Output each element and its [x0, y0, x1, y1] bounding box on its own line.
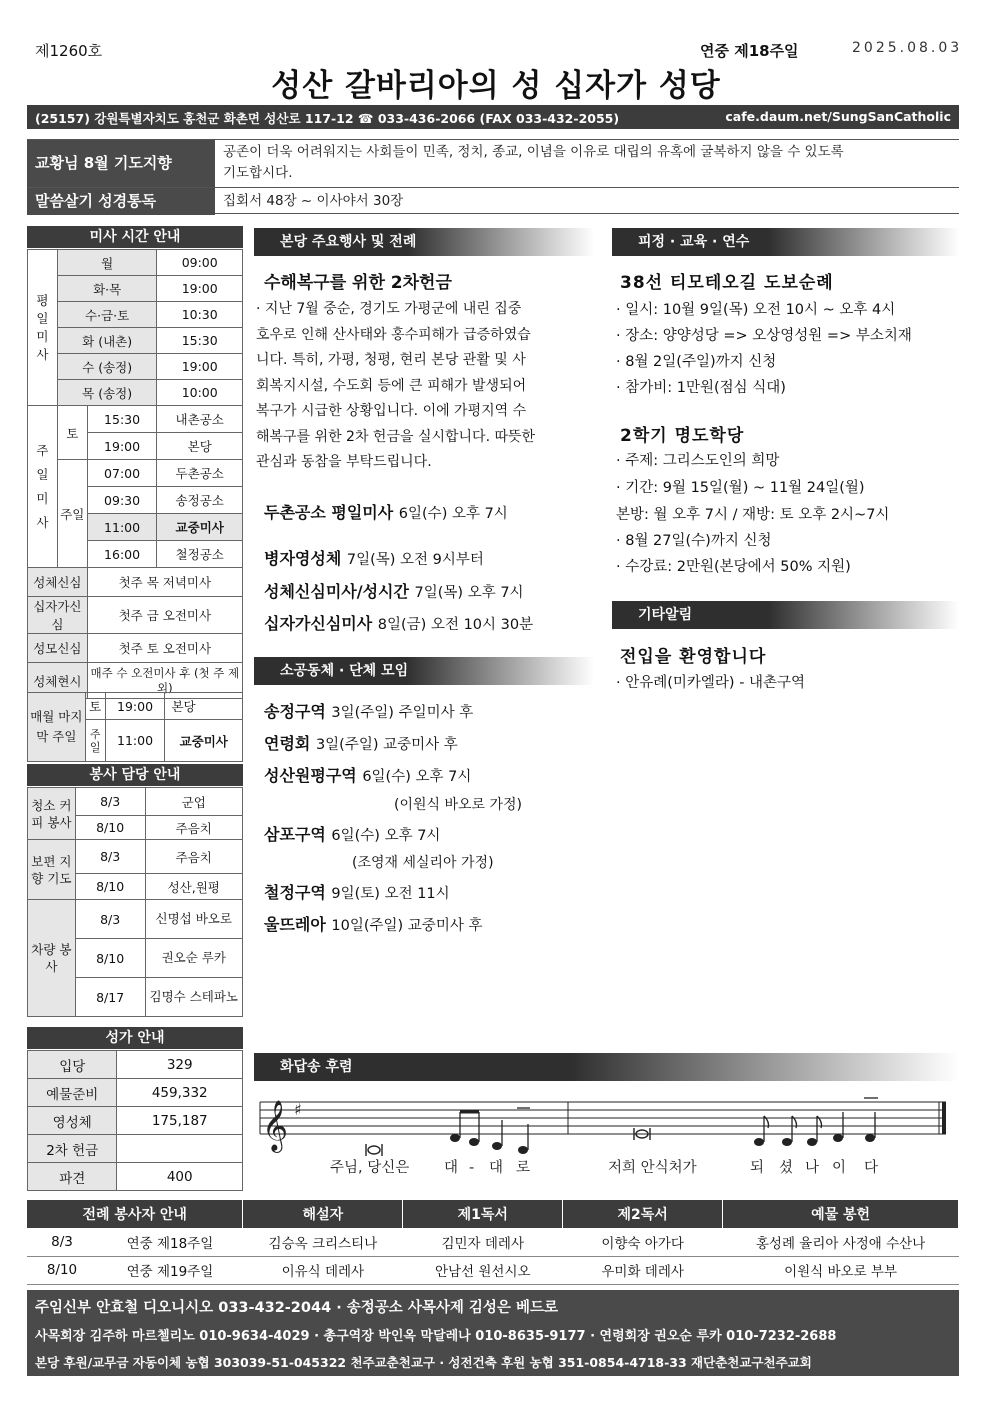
- monthly-place: 본당: [165, 693, 243, 720]
- footer: [27, 1290, 959, 1376]
- website-link[interactable]: cafe.daum.net/SungSanCatholic: [725, 109, 951, 124]
- event-item: 성체신심미사/성시간 7일(목) 오후 7시: [264, 582, 524, 601]
- retreat-detail: · 참가비: 1만원(점심 식대): [616, 380, 786, 396]
- address: (25157) 강원특별자치도 홍천군 화촌면 성산로 117-12 ☎ 033-436-2066 (FAX 033-432-2055): [35, 111, 620, 126]
- hymn-label: 영성체: [28, 1107, 117, 1135]
- lyric: -: [469, 1160, 475, 1176]
- group-host: (이원식 바오로 가정): [394, 797, 523, 813]
- group-item: 송정구역 3일(주일) 주일미사 후: [264, 702, 474, 721]
- service-person: 주음치: [145, 816, 242, 840]
- footer-pastor: 주임신부 안효철 디오니시오 033-432-2044 · 송정공소 사목사제 김성은 베드로: [35, 1300, 559, 1316]
- footer-donation: 본당 후원/교무금 자동이체 농협 303039-51-045322 천주교춘천교구 · 성전건축 후원 농협 351-0854-4718-33 재단춘천교구천주교회: [35, 1355, 812, 1370]
- hymn-number: 329: [117, 1051, 243, 1079]
- mass-day: 월: [57, 250, 157, 276]
- mass-time: 07:00: [87, 460, 157, 487]
- sunday-label: 주일: [57, 460, 87, 568]
- group-item: 삼포구역 6일(수) 오후 7시: [264, 825, 441, 844]
- mass-time: 09:00: [157, 250, 243, 276]
- mass-day: 수 (송정): [57, 354, 157, 380]
- service-person: 김명수 스테파노: [145, 978, 242, 1017]
- service-person: 성산,원평: [145, 874, 242, 900]
- service-group: 보편 지향 기도: [28, 840, 76, 900]
- hymn-label: 입당: [28, 1051, 117, 1079]
- breve-note: [366, 1144, 382, 1156]
- monthly-label: 매월 마지막 주일: [28, 693, 86, 762]
- retreat-heading-1: 38선 티모테오길 도보순례: [620, 273, 834, 293]
- retreat-detail: · 주제: 그리스도인의 희망: [616, 453, 780, 469]
- service-person: 권오순 루카: [145, 939, 242, 978]
- events-title: 본당 주요행사 및 전례: [254, 228, 594, 256]
- liturgy-header: 해설자: [243, 1200, 403, 1228]
- group-item: 연령회 3일(주일) 교중미사 후: [264, 734, 458, 753]
- retreat-detail: 본방: 월 오후 7시 / 재방: 토 오후 2시~7시: [616, 507, 890, 523]
- lyric: 셨: [779, 1160, 794, 1176]
- service-date: 8/3: [75, 840, 145, 874]
- retreat-detail: · 장소: 양양성당 => 오상영성원 => 부소치재: [616, 328, 912, 344]
- group-host: (조영재 세실리아 가정): [352, 855, 494, 871]
- hymn-number: 175,187: [117, 1107, 243, 1135]
- mass-day: 수·금·토: [57, 302, 157, 328]
- hymn-label: 2차 헌금: [28, 1135, 117, 1163]
- service-group: 청소 커피 봉사: [28, 788, 76, 840]
- lyric: 로: [516, 1160, 531, 1176]
- monthly-mass-table: [27, 692, 243, 762]
- retreat-detail: · 일시: 10월 9일(목) 오전 10시 ~ 오후 4시: [616, 302, 896, 318]
- mass-place: 두촌공소: [157, 460, 243, 487]
- retreat-heading-2: 2학기 명도학당: [620, 426, 745, 446]
- service-date: 8/10: [75, 874, 145, 900]
- service-date: 8/3: [75, 788, 145, 816]
- service-person: 신명섭 바오로: [145, 900, 242, 939]
- retreat-detail: · 기간: 9월 15일(월) ~ 11월 24일(월): [616, 480, 865, 496]
- mass-time: 19:00: [87, 433, 157, 460]
- other-detail: · 안유례(미카엘라) - 내촌구역: [616, 675, 806, 691]
- hymn-label: 파견: [28, 1163, 117, 1191]
- event-item: 십자가신심미사 8일(금) 오전 10시 30분: [264, 614, 534, 633]
- contact-bar: [27, 105, 959, 129]
- mass-day: 화 (내촌): [57, 328, 157, 354]
- lyric: 주님, 당신은: [330, 1160, 410, 1176]
- liturgy-header: 제1독서: [403, 1200, 563, 1228]
- mass-time: 15:30: [157, 328, 243, 354]
- mass-place: 철정공소: [157, 541, 243, 568]
- liturgy-header: 예물 봉헌: [723, 1200, 959, 1228]
- psalm-title: 화답송 후렴: [254, 1053, 959, 1081]
- mass-time: 10:00: [157, 380, 243, 406]
- hymn-title: 성가 안내: [27, 1027, 243, 1049]
- group-item: 철정구역 9일(토) 오전 11시: [264, 883, 450, 902]
- other-title: 기타알림: [612, 601, 959, 629]
- group-item: 성산원평구역 6일(수) 오후 7시: [264, 766, 472, 785]
- service-date: 8/3: [75, 900, 145, 939]
- psalm-score: [258, 1090, 950, 1186]
- devotion-desc: 첫주 목 저녁미사: [87, 568, 242, 597]
- service-person: 주음치: [145, 840, 242, 874]
- liturgical-week: 연중 제18주일: [700, 42, 799, 60]
- service-date: 8/10: [75, 939, 145, 978]
- lyric: 이: [832, 1160, 847, 1176]
- mass-table: [27, 249, 243, 699]
- monthly-time: 19:00: [105, 693, 165, 720]
- other-heading: 전입을 환영합니다: [620, 647, 767, 667]
- service-group: 차량 봉사: [28, 900, 76, 1017]
- intention-label: 교황님 8월 기도지향: [27, 140, 215, 187]
- intention-box: [27, 139, 959, 214]
- sharp-icon: ♯: [294, 1100, 302, 1119]
- devotion-name: 성체신심: [28, 568, 88, 597]
- devotion-desc: 매주 수 오전미사 후 (첫 주 제외): [87, 663, 242, 699]
- devotion-name: 성모신심: [28, 634, 88, 663]
- quarter-notes: [450, 1134, 528, 1154]
- mass-time: 16:00: [87, 541, 157, 568]
- hymn-number: 400: [117, 1163, 243, 1191]
- mass-time: 15:30: [87, 406, 157, 433]
- lyric: 대: [444, 1160, 459, 1176]
- event-item: 두촌공소 평일미사 6일(수) 오후 7시: [264, 503, 508, 522]
- devotion-name: 십자가신심: [28, 597, 88, 634]
- devotion-desc: 첫주 금 오전미사: [87, 597, 242, 634]
- saturday-label: 토: [57, 406, 87, 460]
- service-date: 8/10: [75, 816, 145, 840]
- devotion-desc: 첫주 토 오전미사: [87, 634, 242, 663]
- retreat-detail: · 8월 27일(수)까지 신청: [616, 533, 772, 549]
- monthly-time: 11:00: [105, 720, 165, 762]
- weekday-mass-label: 평 일 미 사: [28, 250, 58, 406]
- bible-text: 집회서 48장 ~ 이사야서 30장: [223, 193, 404, 209]
- hymn-number: [117, 1135, 243, 1163]
- page-title: 성산 갈바리아의 성 십자가 성당: [271, 68, 721, 104]
- intention-text-1: 공존이 더욱 어려워지는 사회들이 민족, 정치, 종교, 이념을 이유로 대립의 유혹에 굴복하지 않을 수 있도록: [223, 144, 844, 160]
- hymn-label: 예물준비: [28, 1079, 117, 1107]
- lyric: 나: [805, 1160, 820, 1176]
- events-heading: 수해복구를 위한 2차헌금: [264, 273, 452, 293]
- lyric: 저희 안식처가: [608, 1160, 697, 1176]
- mass-time: 09:30: [87, 487, 157, 514]
- monthly-day: 토: [85, 693, 105, 720]
- mass-place: 교중미사: [157, 514, 243, 541]
- mass-time: 19:00: [157, 354, 243, 380]
- issue-date: 2025.08.03: [852, 40, 963, 56]
- mass-time: 11:00: [87, 514, 157, 541]
- groups-title: 소공동체 · 단체 모임: [254, 657, 594, 685]
- retreat-title: 피정 · 교육 · 연수: [612, 228, 959, 256]
- mass-day: 화·목: [57, 276, 157, 302]
- retreat-detail: · 8월 2일(주일)까지 신청: [616, 354, 777, 370]
- table-row: 8/10 연중 제19주일 이유식 데레사 안남선 원선시오 우미화 데레사 이원식 바오로 부부: [27, 1256, 959, 1284]
- mass-day: 목 (송정): [57, 380, 157, 406]
- lyric: 되: [750, 1160, 765, 1176]
- mass-place: 송정공소: [157, 487, 243, 514]
- mass-place: 본당: [157, 433, 243, 460]
- liturgy-header: 제2독서: [563, 1200, 723, 1228]
- devotion-name: 성체현시: [28, 663, 88, 699]
- hymn-table: [27, 1050, 243, 1191]
- bible-label: 말씀살기 성경통독: [27, 188, 215, 215]
- mass-time: 10:30: [157, 302, 243, 328]
- liturgy-header: 전례 봉사자 안내: [27, 1200, 243, 1228]
- service-title: 봉사 담당 안내: [27, 764, 243, 786]
- retreat-detail: · 수강료: 2만원(본당에서 50% 지원): [616, 559, 851, 575]
- footer-council: 사목회장 김주하 마르첼리노 010-9634-4029 · 총구역장 박인옥 막달레나 010-8635-9177 · 연령회장 권오순 루카 010-7232-2688: [35, 1329, 837, 1344]
- hymn-number: 459,332: [117, 1079, 243, 1107]
- monthly-place: 교중미사: [165, 720, 243, 762]
- treble-clef-icon: 𝄞: [262, 1100, 289, 1151]
- sunday-mass-label: 주 일 미 사: [28, 406, 58, 568]
- issue-number: 제1260호: [35, 42, 103, 60]
- mass-title: 미사 시간 안내: [27, 226, 243, 248]
- monthly-day: 주일: [85, 720, 105, 762]
- mass-place: 내촌공소: [157, 406, 243, 433]
- liturgy-table: [27, 1200, 959, 1285]
- lyric: 대: [489, 1160, 504, 1176]
- lyric: 다: [864, 1160, 879, 1176]
- service-table: [27, 787, 243, 1017]
- service-person: 군업: [145, 788, 242, 816]
- table-row: 8/3 연중 제18주일 김승옥 크리스티나 김민자 데레사 이향숙 아가다 홍성례 율리아 사정애 수산나: [27, 1228, 959, 1256]
- group-item: 울뜨레아 10일(주일) 교중미사 후: [264, 915, 483, 934]
- events-paragraph: · 지난 7월 중순, 경기도 가평군에 내린 집중 호우로 인해 산사태와 홍수피해가 급증하였습 니다. 특히, 가평, 청평, 현리 본당 관활 및 사 회복지시설, 수도회 등에 큰 피해가 발생되어 복구가 시급한 상황입니다. 이에 가평지역 수 해복구를 위한 2차 헌금을 실시합니다. 따뜻한 관심과 동참을 부탁드립니다.: [256, 301, 536, 470]
- mass-time: 19:00: [157, 276, 243, 302]
- intention-text-2: 기도합시다.: [223, 165, 293, 181]
- service-date: 8/17: [75, 978, 145, 1017]
- event-item: 병자영성체 7일(목) 오전 9시부터: [264, 549, 484, 568]
